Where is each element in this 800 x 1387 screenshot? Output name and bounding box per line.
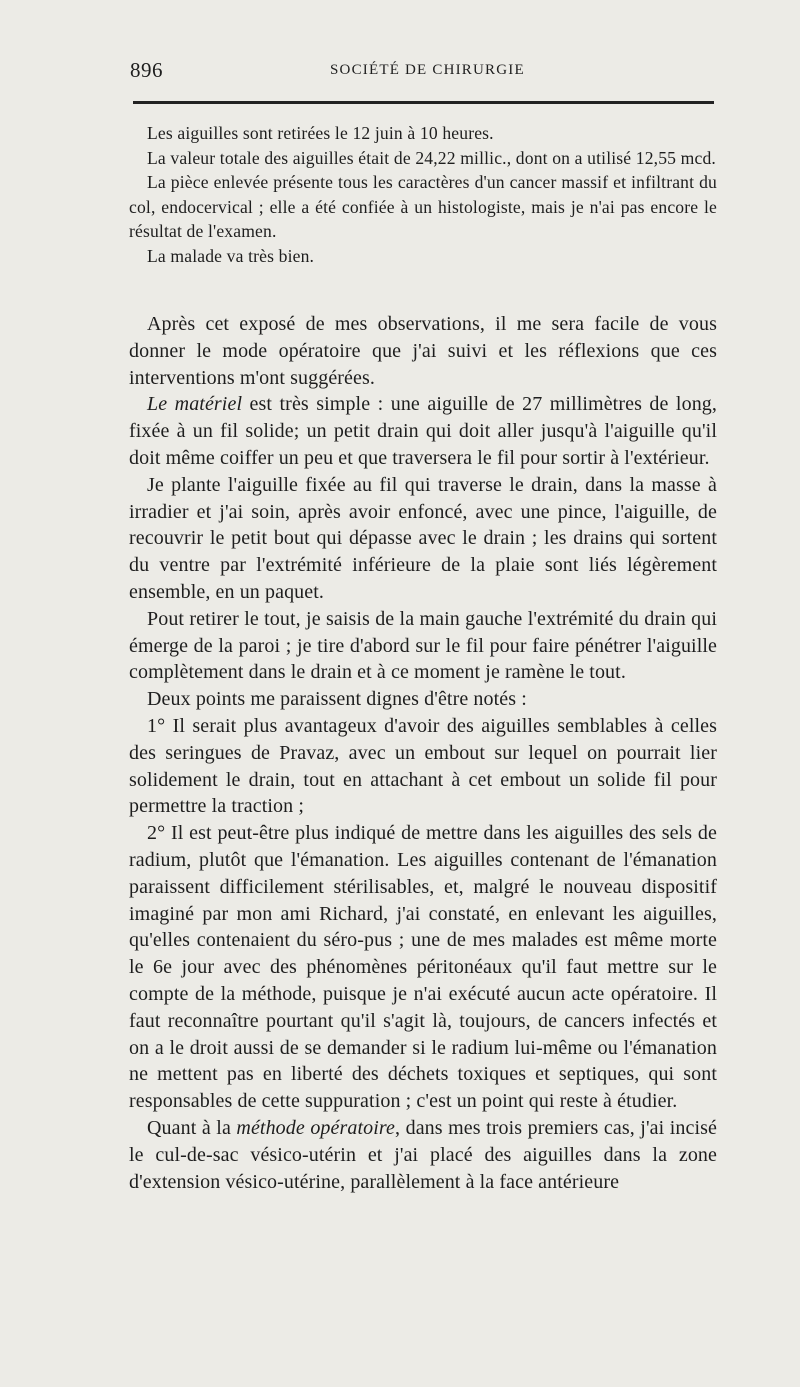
body-text [129, 311, 717, 1195]
case-note-paragraph: La pièce enlevée présente tous les caractères d'un cancer massif et infiltrant du col, endocervical ; elle a été confiée à un histologiste, mais je n'ai pas encore le résultat de l'examen. [129, 172, 717, 241]
paragraph-text: Quant à la [147, 1116, 237, 1139]
body-paragraph [129, 391, 717, 471]
page-header [130, 58, 714, 88]
case-note-paragraph: La malade va très bien. [147, 245, 315, 266]
case-note-paragraph: Les aiguilles sont retirées le 12 juin à 10 heures. [147, 123, 494, 143]
body-paragraph: Après cet exposé de mes observations, il me sera facile de vous donner le mode opératoire que j'ai suivi et les réflexions que ces interventions m'ont suggérées. [129, 313, 717, 389]
body-paragraph: Deux points me paraissent dignes d'être notés : [147, 688, 527, 711]
body-paragraph [129, 1115, 717, 1195]
paragraph-text: est très simple : une aiguille de 27 millimètres de long, fixée à un fil solide; un petit drain qui doit aller jusqu'à l'aiguille qu'il doit même coiffer un peu et que traversera le fil pour sortir à l'extérieur. [129, 393, 717, 469]
case-note-paragraph: La valeur totale des aiguilles était de 24,22 millic., dont on a utilisé 12,55 mcd. [147, 147, 716, 168]
body-paragraph: 1° Il serait plus avantageux d'avoir des aiguilles semblables à celles des seringues de Pravaz, avec un embout sur lequel on pourrait lier solidement le drain, tout en attachant à cet embout un solide fil pour permettre la traction ; [129, 714, 717, 818]
page-number: 896 [130, 58, 163, 82]
italic-term: méthode opératoire [236, 1116, 396, 1139]
running-head: SOCIÉTÉ DE CHIRURGIE [330, 62, 525, 78]
body-paragraph: 2° Il est peut-être plus indiqué de mettre dans les aiguilles des sels de radium, plutôt que l'émanation. Les aiguilles contenant de l'émanation paraissent difficilement stérilisables, et, malgré le nouveau dispositif imaginé par mon ami Richard, j'ai constaté, en enlevant les aiguilles, qu'elles contenaient du séro-pus ; une de mes malades est même morte le 6e jour avec des phénomènes péritonéaux qu'il faut mettre sur le compte de la méthode, puisque je n'ai exécuté aucun acte opératoire. Il faut reconnaître pourtant qu'il s'agit là, toujours, de cancers infectés et on a le droit aussi de se demander si le radium lui-même ou l'émanation ne mettent pas en liberté des déchets toxiques et septiques, qui sont responsables de cette suppuration ; c'est un point qui reste à étudier. [129, 822, 717, 1113]
italic-term: Le matériel [147, 393, 243, 416]
case-notes [129, 121, 717, 268]
paragraph-text: , dans mes trois premiers cas, j'ai incisé le cul-de-sac vésico-utérin et j'ai placé des aiguilles dans la zone d'extension vésico-utérine, parallèlement à la face antérieure [129, 1116, 718, 1193]
header-rule [133, 101, 714, 104]
body-paragraph: Pout retirer le tout, je saisis de la main gauche l'extrémité du drain qui émerge de la paroi ; je tire d'abord sur le fil pour faire pénétrer l'aiguille complètement dans le drain et à ce moment je ramène le tout. [129, 607, 717, 684]
body-paragraph: Je plante l'aiguille fixée au fil qui traverse le drain, dans la masse à irradier et j'ai soin, après avoir enfoncé, avec une pince, l'aiguille, de recouvrir le petit bout qui dépasse avec le drain ; les drains qui sortent du ventre par l'extrémité inférieure de la plaie sont liés légèrement ensemble, en un paquet. [129, 473, 717, 603]
